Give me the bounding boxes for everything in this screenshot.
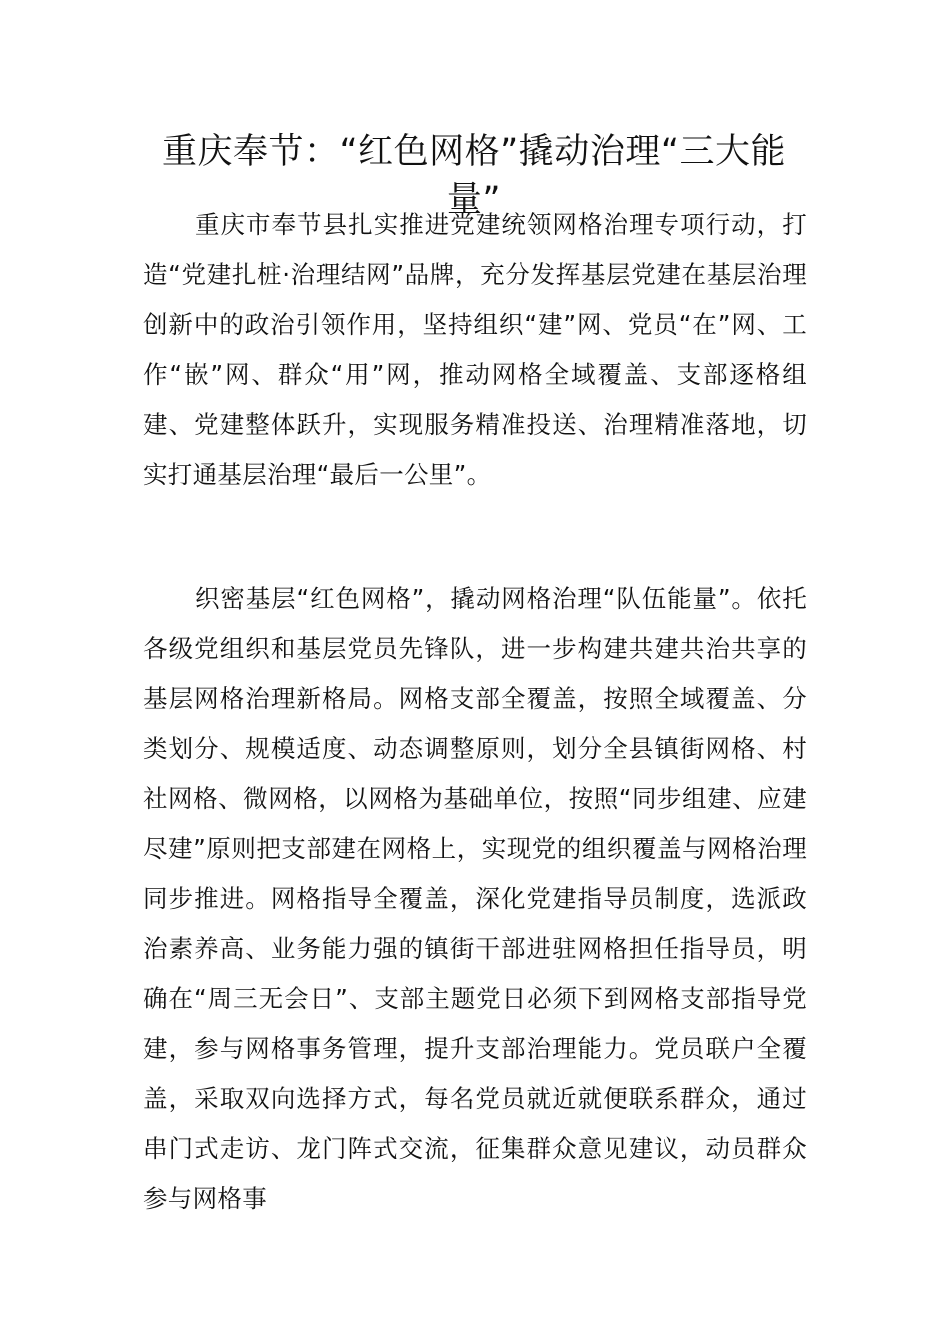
paragraph-section-one-block — [143, 574, 807, 1224]
paragraph-section-one: 织密基层“红色网格”，撬动网格治理“队伍能量”。依托各级党组织和基层党员先锋队，进一步构建共建共治共享的基层网格治理新格局。网格支部全覆盖，按照全域覆盖、分类划分、规模适度、动态调整原则，划分全县镇街网格、村社网格、微网格，以网格为基础单位，按照“同步组建、应建尽建”原则把支部建在网格上，实现党的组织覆盖与网格治理同步推进。网格指导全覆盖，深化党建指导员制度，选派政治素养高、业务能力强的镇街干部进驻网格担任指导员，明确在“周三无会日”、支部主题党日必须下到网格支部指导党建，参与网格事务管理，提升支部治理能力。党员联户全覆盖，采取双向选择方式，每名党员就近就便联系群众，通过串门式走访、龙门阵式交流，征集群众意见建议，动员群众参与网格事 — [143, 584, 807, 1213]
paragraph-intro-block — [143, 200, 807, 500]
paragraph-intro: 重庆市奉节县扎实推进党建统领网格治理专项行动，打造“党建扎桩·治理结网”品牌，充分发挥基层党建在基层治理创新中的政治引领作用，坚持组织“建”网、党员“在”网、工作“嵌”网、群众“用”网，推动网格全域覆盖、支部逐格组建、党建整体跃升，实现服务精准投送、治理精准落地，切实打通基层治理“最后一公里”。 — [143, 210, 807, 489]
document-title: 重庆奉节：“红色网格”撬动治理“三大能量” — [162, 132, 786, 220]
